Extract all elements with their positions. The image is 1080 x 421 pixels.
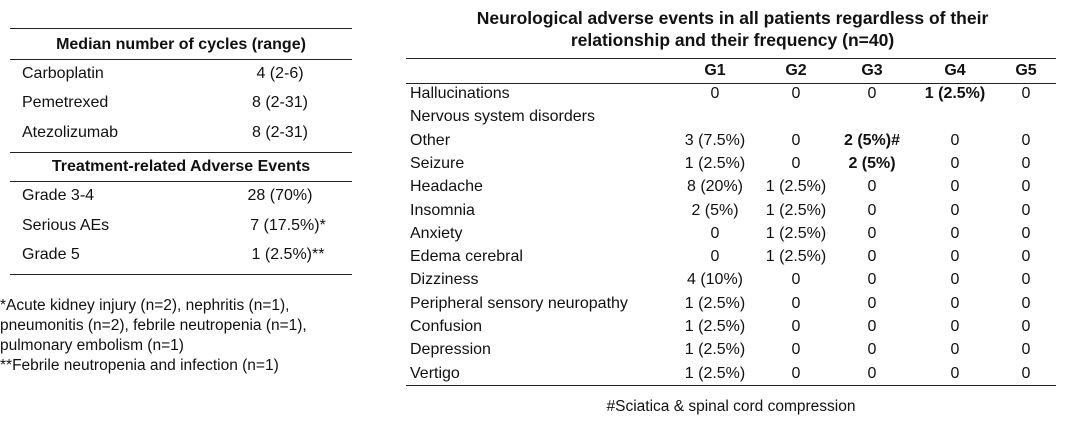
cell-g2: 1 (2.5%) (765, 224, 827, 242)
table-row (10, 65, 352, 89)
cell-g4: 0 (950, 131, 960, 149)
cell-g4: 0 (950, 154, 960, 172)
cell-g4: 0 (950, 178, 960, 196)
cell-g1: 0 (710, 85, 720, 102)
note-line: **Febrile neutropenia and infection (n=1) (0, 357, 279, 374)
cell-g2: 0 (791, 341, 801, 359)
row-label: Dizziness (410, 271, 479, 289)
table-row (10, 217, 352, 241)
table-row (406, 225, 1056, 248)
cell-g5: 0 (1021, 294, 1031, 312)
row-label: Carboplatin (22, 65, 104, 82)
row-label: Confusion (410, 318, 483, 335)
table-rule (10, 181, 352, 182)
row-value: 4 (2-6) (256, 65, 304, 82)
column-header-g3: G3 (861, 62, 883, 79)
cell-g1: 4 (10%) (686, 271, 744, 289)
row-label: Edema cerebral (410, 248, 523, 266)
row-label: Hallucinations (410, 85, 510, 102)
cell-g5: 0 (1021, 201, 1031, 219)
cell-g4: 0 (950, 318, 960, 335)
row-value: 7 (17.5%)* (250, 217, 326, 234)
row-label: Atezolizumab (22, 124, 119, 141)
neuro-table-title (405, 7, 1060, 51)
cell-g4: 1 (2.5%) (924, 85, 986, 102)
column-header-g1: G1 (704, 62, 726, 79)
cell-g2: 1 (2.5%) (765, 201, 827, 219)
cell-g5: 0 (1021, 178, 1031, 196)
cell-g1: 0 (710, 224, 720, 242)
row-label: Depression (410, 341, 491, 359)
table-row (406, 85, 1056, 108)
cell-g1: 1 (2.5%) (684, 318, 746, 335)
table-row (10, 94, 352, 118)
cell-g1: 8 (20%) (686, 178, 744, 196)
note-line: *Acute kidney injury (n=2), nephritis (n=1), (0, 297, 290, 314)
cell-g2: 0 (791, 85, 801, 102)
title-line-2: relationship and their frequency (n=40) (570, 30, 895, 50)
cell-g5: 0 (1021, 224, 1031, 242)
row-label: Nervous system disorders (410, 108, 595, 126)
row-label: Insomnia (410, 201, 475, 219)
cell-g2: 1 (2.5%) (765, 248, 827, 266)
table-rule-bottom (406, 385, 1056, 386)
cell-g5: 0 (1021, 131, 1031, 149)
cell-g3: 0 (867, 178, 877, 196)
cell-g4: 0 (950, 248, 960, 266)
table-row (406, 271, 1056, 294)
table-row (406, 248, 1056, 271)
row-label: Vertigo (410, 364, 460, 382)
cell-g1: 1 (2.5%) (684, 341, 746, 359)
table-rule-bottom (10, 274, 352, 275)
adverse-events-notes (0, 296, 360, 376)
table-row (406, 318, 1056, 341)
cell-g5: 0 (1021, 341, 1031, 359)
row-label: Serious AEs (22, 217, 110, 234)
cell-g3: 2 (5%)# (843, 131, 901, 149)
cell-g3: 0 (867, 271, 877, 289)
cell-g5: 0 (1021, 154, 1031, 172)
cycles-header: Median number of cycles (range) (56, 36, 306, 53)
table-row (406, 295, 1056, 318)
cell-g1: 0 (710, 248, 720, 266)
adverse-events-header: Treatment-related Adverse Events (51, 158, 311, 175)
cell-g4: 0 (950, 294, 960, 312)
row-label: Pemetrexed (22, 94, 109, 111)
cell-g1: 3 (7.5%) (684, 131, 746, 149)
row-value: 8 (2-31) (251, 94, 309, 111)
table-row (10, 124, 352, 148)
cell-g2: 1 (2.5%) (765, 178, 827, 196)
row-label: Anxiety (410, 224, 463, 242)
cell-g3: 0 (867, 224, 877, 242)
cell-g5: 0 (1021, 364, 1031, 382)
table-rule (406, 83, 1056, 84)
cell-g2: 0 (791, 318, 801, 335)
cell-g5: 0 (1021, 318, 1031, 335)
note-line: pulmonary embolism (n=1) (0, 337, 184, 354)
column-header-g2: G2 (785, 62, 807, 79)
cell-g3: 2 (5%) (848, 154, 896, 172)
cell-g4: 0 (950, 271, 960, 289)
cell-g4: 0 (950, 224, 960, 242)
cell-g5: 0 (1021, 271, 1031, 289)
cell-g1: 1 (2.5%) (684, 294, 746, 312)
cell-g2: 0 (791, 364, 801, 382)
cell-g4: 0 (950, 364, 960, 382)
neuro-table-footnote: #Sciatica & spinal cord compression (606, 398, 856, 415)
table-row (406, 341, 1056, 364)
row-value: 8 (2-31) (251, 124, 309, 141)
column-header-g4: G4 (944, 62, 966, 79)
cell-g3: 0 (867, 318, 877, 335)
cell-g1: 2 (5%) (691, 201, 739, 219)
cell-g3: 0 (867, 364, 877, 382)
table-row (406, 178, 1056, 201)
table-rule (10, 152, 352, 153)
cell-g3: 0 (867, 294, 877, 312)
column-header-row (406, 62, 1056, 84)
cell-g2: 0 (791, 131, 801, 149)
table-rule-top (10, 28, 352, 29)
cell-g3: 0 (867, 341, 877, 359)
cell-g5: 0 (1021, 85, 1031, 102)
cell-g4: 0 (950, 341, 960, 359)
cell-g2: 0 (791, 294, 801, 312)
column-header-g5: G5 (1015, 62, 1037, 79)
row-label: Other (410, 131, 451, 149)
table-row (406, 108, 1056, 131)
cell-g3: 0 (867, 201, 877, 219)
cell-g3: 0 (867, 85, 877, 102)
row-label: Peripheral sensory neuropathy (410, 294, 628, 312)
table-rule-top (406, 58, 1056, 59)
table-row (406, 132, 1056, 155)
cell-g2: 0 (791, 154, 801, 172)
row-label: Headache (410, 178, 483, 196)
cell-g1: 1 (2.5%) (684, 154, 746, 172)
cell-g4: 0 (950, 201, 960, 219)
row-label: Grade 3-4 (22, 187, 95, 204)
title-line-1: Neurological adverse events in all patients regardless of their (476, 8, 989, 28)
table-row (10, 187, 352, 211)
row-value: 28 (70%) (247, 187, 313, 204)
cell-g3: 0 (867, 248, 877, 266)
cell-g1: 1 (2.5%) (684, 364, 746, 382)
table-row (10, 246, 352, 270)
table-row (406, 155, 1056, 178)
cell-g5: 0 (1021, 248, 1031, 266)
cell-g2: 0 (791, 271, 801, 289)
table-rule (10, 59, 352, 60)
note-line: pneumonitis (n=2), febrile neutropenia (n=1), (0, 317, 307, 334)
table-row (406, 202, 1056, 225)
row-value: 1 (2.5%)** (251, 246, 325, 263)
row-label: Seizure (410, 154, 465, 172)
row-label: Grade 5 (22, 246, 80, 263)
